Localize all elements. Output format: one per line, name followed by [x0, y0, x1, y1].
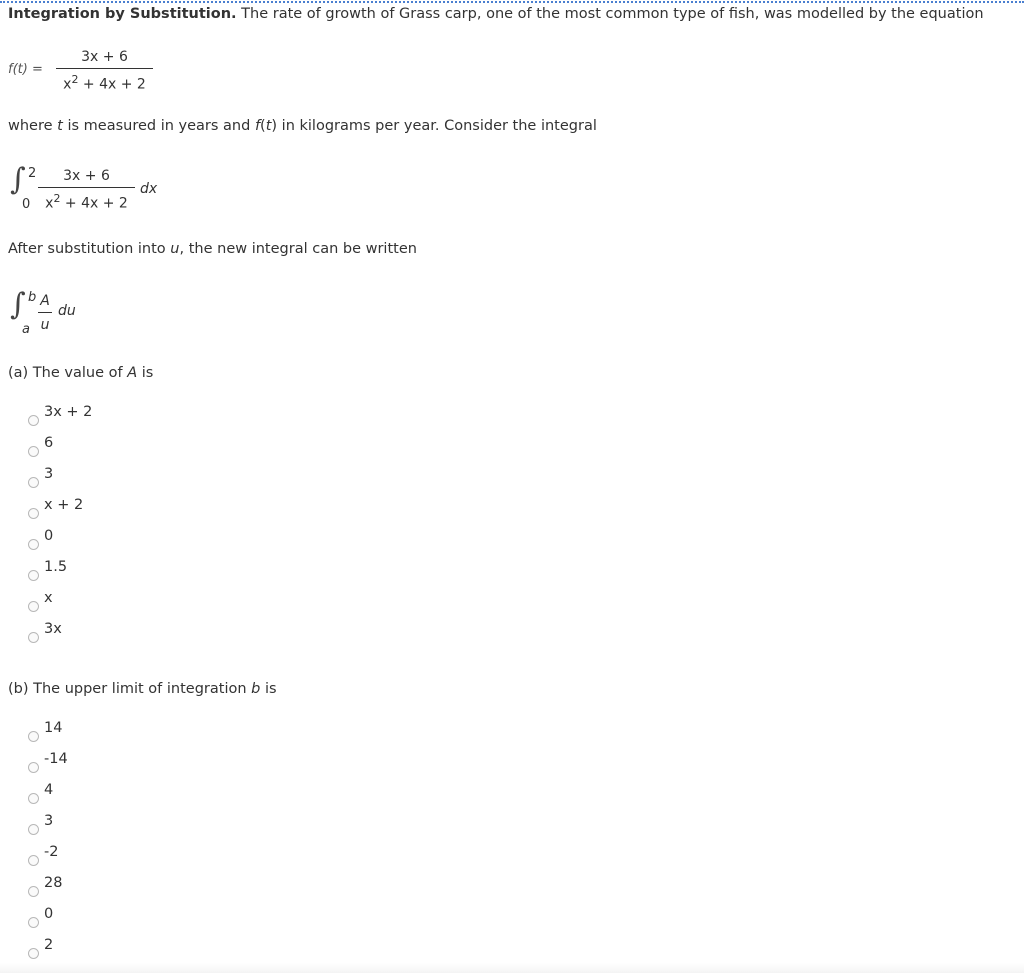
integral-1-lower-limit: 0 — [22, 197, 31, 212]
question-b-prompt: (b) The upper limit of integration b is — [8, 681, 277, 697]
integral-2-differential: du — [58, 303, 76, 319]
question-a-option-6[interactable] — [28, 590, 53, 612]
question-b-option-label-5: 28 — [44, 875, 63, 891]
question-b-option-label-3: 3 — [44, 813, 54, 829]
integral-1-denominator: $x^2 + 4x + 2$ — [45, 192, 128, 212]
integral-1-differential: dx — [140, 181, 158, 197]
question-a-option-3[interactable] — [28, 497, 83, 519]
question-b-option-0[interactable] — [28, 720, 62, 742]
problem-intro: The rate of growth of Grass carp, one of the most common type of fish, was modelled by the equation — [236, 6, 984, 22]
function-numerator: 3x + 6 — [81, 49, 128, 65]
question-a-option-0[interactable] — [28, 404, 92, 426]
function-fraction — [56, 49, 153, 93]
question-a-radio-0[interactable] — [28, 415, 39, 426]
question-a-option-label-4: 0 — [44, 528, 54, 544]
question-a-radio-1[interactable] — [28, 446, 39, 457]
integral-2-lower-limit: a — [22, 322, 30, 337]
question-b-option-label-0: 14 — [44, 720, 63, 736]
question-b-option-label-6: 0 — [44, 906, 54, 922]
question-b-option-2[interactable] — [28, 782, 53, 804]
question-a-option-label-5: 1.5 — [44, 559, 68, 575]
question-a-option-4[interactable] — [28, 528, 53, 550]
question-b-option-label-7: 2 — [44, 937, 54, 953]
problem-header — [8, 6, 984, 22]
question-a-radio-2[interactable] — [28, 477, 39, 488]
integral-2-numerator: A — [40, 293, 50, 309]
top-dotted-border — [0, 1, 1024, 3]
question-b-option-5[interactable] — [28, 875, 62, 897]
bottom-edge — [0, 963, 1024, 973]
question-b-option-label-2: 4 — [44, 782, 54, 798]
integral-2-upper-limit: b — [28, 290, 37, 305]
integral-2-denominator: u — [40, 317, 50, 333]
question-a-radio-7[interactable] — [28, 632, 39, 643]
question-b-option-label-1: -14 — [44, 751, 68, 767]
question-b-option-3[interactable] — [28, 813, 53, 835]
function-label: f(t) = — [8, 62, 43, 77]
question-b-option-1[interactable] — [28, 751, 68, 773]
question-a-radio-5[interactable] — [28, 570, 39, 581]
question-a-option-2[interactable] — [28, 466, 53, 488]
question-a-option-label-6: x — [44, 590, 53, 606]
question-b-radio-6[interactable] — [28, 917, 39, 928]
substitution-text: After substitution into u, the new integral can be written — [8, 241, 417, 257]
question-a-radio-3[interactable] — [28, 508, 39, 519]
integral-1-fraction — [38, 168, 135, 212]
question-b-radio-3[interactable] — [28, 824, 39, 835]
integral-2-fraction — [38, 293, 52, 333]
integral-sign-1: ∫ — [10, 162, 26, 197]
question-b-radio-7[interactable] — [28, 948, 39, 959]
question-b-radio-5[interactable] — [28, 886, 39, 897]
question-b-option-label-4: -2 — [44, 844, 59, 860]
question-b-radio-0[interactable] — [28, 731, 39, 742]
question-a-prompt: (a) The value of A is — [8, 365, 154, 381]
integral-1-numerator: 3x + 6 — [63, 168, 110, 184]
question-a-option-label-3: x + 2 — [44, 497, 84, 513]
integral-sign-2: ∫ — [10, 287, 26, 322]
question-b-option-7[interactable] — [28, 937, 53, 959]
question-a-radio-6[interactable] — [28, 601, 39, 612]
question-a-option-label-2: 3 — [44, 466, 54, 482]
question-b-radio-1[interactable] — [28, 762, 39, 773]
question-b-radio-4[interactable] — [28, 855, 39, 866]
integral-1-upper-limit: 2 — [28, 166, 37, 181]
question-b-radio-2[interactable] — [28, 793, 39, 804]
question-a-option-1[interactable] — [28, 435, 53, 457]
question-a-option-label-1: 6 — [44, 435, 54, 451]
where-text: where t is measured in years and f(t) in kilograms per year. Consider the integral — [8, 118, 597, 134]
question-b-option-6[interactable] — [28, 906, 53, 928]
problem-title: Integration by Substitution. — [8, 6, 237, 22]
question-b-option-4[interactable] — [28, 844, 58, 866]
question-a-option-label-7: 3x — [44, 621, 62, 637]
question-a-option-label-0: 3x + 2 — [44, 404, 93, 420]
question-a-radio-4[interactable] — [28, 539, 39, 550]
question-a-option-7[interactable] — [28, 621, 62, 643]
question-a-option-5[interactable] — [28, 559, 67, 581]
function-denominator: $x^2 + 4x + 2$ — [63, 73, 146, 93]
